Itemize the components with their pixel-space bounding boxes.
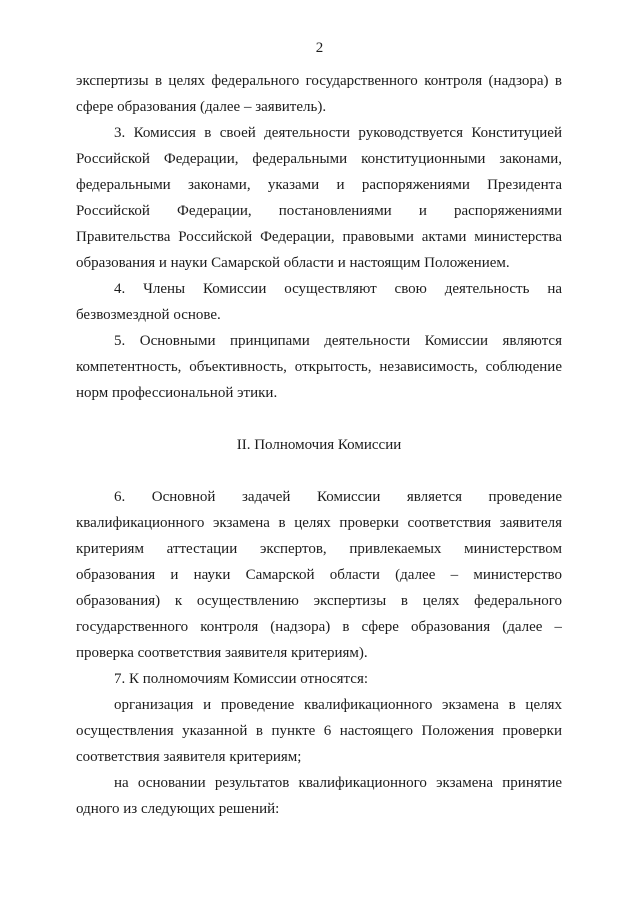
paragraph-4: [76, 276, 562, 328]
text-line: образования и науки Самарской области (далее – министерство: [76, 567, 562, 583]
text-line: безвозмездной основе.: [76, 307, 221, 323]
text-line: сфере образования (далее – заявитель).: [76, 99, 327, 115]
text-line: 7. К полномочиям Комиссии относятся:: [114, 671, 369, 687]
paragraph-7: [76, 666, 562, 692]
text-line: организация и проведение квалификационного экзамена в целях: [114, 697, 562, 713]
text-line: 4. Члены Комиссии осуществляют свою деятельность на: [114, 281, 562, 297]
text-line: государственного контроля (надзора) в сфере образования (далее –: [76, 619, 562, 635]
text-line: соответствия заявителя критериям;: [76, 749, 302, 765]
section-heading: II. Полномочия Комиссии: [236, 437, 402, 453]
text-line: компетентность, объективность, открытость, независимость, соблюдение: [76, 359, 562, 375]
paragraph-7-item-1: [76, 692, 562, 770]
text-line: на основании результатов квалификационного экзамена принятие: [114, 775, 562, 791]
text-line: экспертизы в целях федерального государственного контроля (надзора) в: [76, 73, 562, 89]
text-line: 5. Основными принципами деятельности Комиссии являются: [114, 333, 562, 349]
text-line: проверка соответствия заявителя критериям).: [76, 645, 368, 661]
paragraph-3: [76, 120, 562, 276]
page-number: 2: [315, 40, 324, 56]
text-line: квалификационного экзамена в целях проверки соответствия заявителя: [76, 515, 562, 531]
text-line: Российской Федерации, постановлениями и распоряжениями: [76, 203, 562, 219]
text-line: 3. Комиссия в своей деятельности руководствуется Конституцией: [114, 125, 562, 141]
text-line: образования) к осуществлению экспертизы в целях федерального: [76, 593, 562, 609]
text-line: критериям аттестации экспертов, привлекаемых министерством: [76, 541, 562, 557]
text-line: 6. Основной задачей Комиссии является проведение: [114, 489, 562, 505]
text-line: образования и науки Самарской области и настоящим Положением.: [76, 255, 510, 271]
document-body: [76, 68, 562, 822]
text-line: федеральными законами, указами и распоряжениями Президента: [76, 177, 562, 193]
paragraph-continuation: [76, 68, 562, 120]
text-line: норм профессиональной этики.: [76, 385, 278, 401]
text-line: осуществления указанной в пункте 6 настоящего Положения проверки: [76, 723, 562, 739]
paragraph-7-item-2: [76, 770, 562, 822]
paragraph-6: [76, 484, 562, 666]
text-line: Российской Федерации, федеральными конституционными законами,: [76, 151, 562, 167]
text-line: одного из следующих решений:: [76, 801, 280, 817]
text-line: Правительства Российской Федерации, правовыми актами министерства: [76, 229, 562, 245]
paragraph-5: [76, 328, 562, 406]
